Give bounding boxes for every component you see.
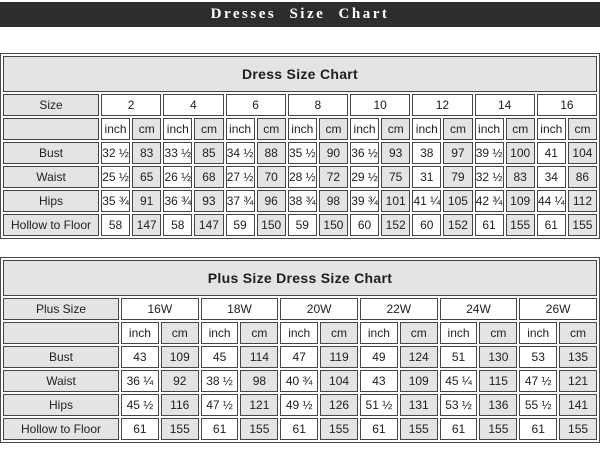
unit-inch: inch: [537, 118, 566, 140]
size-value: 8: [288, 94, 348, 116]
size-row-label: Plus Size: [3, 298, 119, 320]
measurement-value: 36 ¾: [163, 190, 192, 212]
measurement-value: 72: [319, 166, 348, 188]
size-value: 16: [537, 94, 597, 116]
measurement-value: 155: [161, 418, 199, 440]
measurement-value: 38 ½: [201, 370, 239, 392]
measurement-value: 155: [479, 418, 517, 440]
measurement-value: 61: [360, 418, 398, 440]
measurement-value: 93: [194, 190, 223, 212]
measurement-value: 60: [350, 214, 379, 236]
size-value: 10: [350, 94, 410, 116]
measurement-value: 32 ½: [475, 166, 504, 188]
measurement-value: 141: [559, 394, 597, 416]
unit-cm: cm: [132, 118, 161, 140]
measurement-value: 101: [381, 190, 410, 212]
unit-cm: cm: [568, 118, 597, 140]
size-value: 12: [412, 94, 472, 116]
measurement-value: 65: [132, 166, 161, 188]
measurement-value: 88: [257, 142, 286, 164]
unit-inch: inch: [101, 118, 130, 140]
measurement-value: 36 ¼: [121, 370, 159, 392]
measurement-value: 45 ¼: [440, 370, 478, 392]
measurement-label: Hips: [3, 190, 99, 212]
measurement-value: 38: [412, 142, 441, 164]
measurement-value: 25 ½: [101, 166, 130, 188]
unit-inch: inch: [201, 322, 239, 344]
measurement-value: 155: [320, 418, 358, 440]
measurement-value: 98: [240, 370, 278, 392]
measurement-value: 55 ½: [519, 394, 557, 416]
measurement-value: 105: [443, 190, 472, 212]
measurement-value: 75: [381, 166, 410, 188]
measurement-value: 39 ½: [475, 142, 504, 164]
measurement-value: 41: [537, 142, 566, 164]
plus-size-dress-size-chart-table: [0, 257, 600, 443]
measurement-value: 49 ½: [280, 394, 318, 416]
measurement-value: 61: [475, 214, 504, 236]
measurement-value: 109: [506, 190, 535, 212]
measurement-label: Bust: [3, 346, 119, 368]
measurement-value: 155: [568, 214, 597, 236]
measurement-value: 104: [568, 142, 597, 164]
measurement-value: 47 ½: [519, 370, 557, 392]
measurement-value: 90: [319, 142, 348, 164]
measurement-value: 45: [201, 346, 239, 368]
measurement-value: 51: [440, 346, 478, 368]
unit-cm: cm: [479, 322, 517, 344]
unit-cm: cm: [161, 322, 199, 344]
measurement-value: 131: [400, 394, 438, 416]
measurement-label: Hips: [3, 394, 119, 416]
measurement-value: 109: [161, 346, 199, 368]
unit-cm: cm: [257, 118, 286, 140]
unit-inch: inch: [519, 322, 557, 344]
unit-cm: cm: [240, 322, 278, 344]
measurement-value: 51 ½: [360, 394, 398, 416]
unit-inch: inch: [350, 118, 379, 140]
measurement-value: 155: [559, 418, 597, 440]
measurement-value: 152: [381, 214, 410, 236]
measurement-value: 61: [440, 418, 478, 440]
measurement-value: 83: [132, 142, 161, 164]
unit-row-corner: [3, 322, 119, 344]
measurement-label: Hollow to Floor: [3, 214, 99, 236]
table-title: Dress Size Chart: [3, 56, 597, 92]
measurement-value: 119: [320, 346, 358, 368]
size-value: 14: [475, 94, 535, 116]
measurement-value: 150: [257, 214, 286, 236]
measurement-value: 33 ½: [163, 142, 192, 164]
measurement-value: 114: [240, 346, 278, 368]
size-value: 2: [101, 94, 161, 116]
unit-inch: inch: [288, 118, 317, 140]
measurement-value: 35 ¾: [101, 190, 130, 212]
measurement-value: 112: [568, 190, 597, 212]
measurement-value: 147: [194, 214, 223, 236]
unit-cm: cm: [443, 118, 472, 140]
size-value: 6: [226, 94, 286, 116]
page-title: Dresses Size Chart: [210, 6, 390, 22]
measurement-label: Waist: [3, 370, 119, 392]
measurement-value: 42 ¾: [475, 190, 504, 212]
measurement-value: 150: [319, 214, 348, 236]
measurement-value: 97: [443, 142, 472, 164]
size-row-label: Size: [3, 94, 99, 116]
measurement-value: 100: [506, 142, 535, 164]
unit-inch: inch: [412, 118, 441, 140]
unit-inch: inch: [360, 322, 398, 344]
measurement-value: 61: [519, 418, 557, 440]
measurement-value: 47: [280, 346, 318, 368]
measurement-value: 61: [121, 418, 159, 440]
measurement-label: Hollow to Floor: [3, 418, 119, 440]
measurement-value: 58: [163, 214, 192, 236]
measurement-value: 115: [479, 370, 517, 392]
unit-inch: inch: [440, 322, 478, 344]
measurement-value: 29 ½: [350, 166, 379, 188]
measurement-value: 136: [479, 394, 517, 416]
measurement-value: 130: [479, 346, 517, 368]
measurement-value: 37 ¾: [226, 190, 255, 212]
measurement-value: 38 ¾: [288, 190, 317, 212]
measurement-value: 93: [381, 142, 410, 164]
measurement-value: 86: [568, 166, 597, 188]
measurement-value: 53 ½: [440, 394, 478, 416]
measurement-value: 61: [280, 418, 318, 440]
measurement-value: 60: [412, 214, 441, 236]
measurement-value: 26 ½: [163, 166, 192, 188]
measurement-value: 49: [360, 346, 398, 368]
measurement-value: 43: [360, 370, 398, 392]
unit-inch: inch: [280, 322, 318, 344]
measurement-value: 124: [400, 346, 438, 368]
unit-cm: cm: [319, 118, 348, 140]
measurement-value: 126: [320, 394, 358, 416]
measurement-value: 147: [132, 214, 161, 236]
unit-inch: inch: [163, 118, 192, 140]
measurement-value: 58: [101, 214, 130, 236]
size-value: 24W: [440, 298, 518, 320]
measurement-value: 109: [400, 370, 438, 392]
measurement-value: 32 ½: [101, 142, 130, 164]
measurement-value: 91: [132, 190, 161, 212]
measurement-value: 98: [319, 190, 348, 212]
measurement-value: 47 ½: [201, 394, 239, 416]
size-value: 26W: [519, 298, 597, 320]
measurement-value: 96: [257, 190, 286, 212]
page-header-bar: [0, 2, 600, 27]
measurement-label: Waist: [3, 166, 99, 188]
measurement-value: 116: [161, 394, 199, 416]
measurement-value: 155: [400, 418, 438, 440]
table-title: Plus Size Dress Size Chart: [3, 260, 597, 296]
measurement-value: 61: [201, 418, 239, 440]
measurement-value: 104: [320, 370, 358, 392]
measurement-value: 79: [443, 166, 472, 188]
measurement-value: 135: [559, 346, 597, 368]
measurement-value: 40 ¾: [280, 370, 318, 392]
unit-cm: cm: [559, 322, 597, 344]
measurement-value: 36 ½: [350, 142, 379, 164]
unit-row-corner: [3, 118, 99, 140]
measurement-value: 39 ¾: [350, 190, 379, 212]
measurement-value: 34 ½: [226, 142, 255, 164]
measurement-value: 41 ¼: [412, 190, 441, 212]
measurement-value: 44 ¼: [537, 190, 566, 212]
unit-cm: cm: [320, 322, 358, 344]
measurement-value: 31: [412, 166, 441, 188]
size-value: 20W: [280, 298, 358, 320]
dress-size-chart-table: [0, 53, 600, 239]
unit-inch: inch: [226, 118, 255, 140]
measurement-value: 85: [194, 142, 223, 164]
size-value: 4: [163, 94, 223, 116]
measurement-value: 121: [240, 394, 278, 416]
measurement-value: 45 ½: [121, 394, 159, 416]
unit-inch: inch: [475, 118, 504, 140]
measurement-value: 35 ½: [288, 142, 317, 164]
measurement-value: 92: [161, 370, 199, 392]
size-value: 22W: [360, 298, 438, 320]
measurement-value: 59: [226, 214, 255, 236]
measurement-value: 34: [537, 166, 566, 188]
measurement-value: 28 ½: [288, 166, 317, 188]
measurement-value: 155: [506, 214, 535, 236]
measurement-value: 59: [288, 214, 317, 236]
size-value: 16W: [121, 298, 199, 320]
unit-cm: cm: [400, 322, 438, 344]
measurement-value: 83: [506, 166, 535, 188]
measurement-value: 68: [194, 166, 223, 188]
measurement-label: Bust: [3, 142, 99, 164]
size-value: 18W: [201, 298, 279, 320]
measurement-value: 152: [443, 214, 472, 236]
measurement-value: 27 ½: [226, 166, 255, 188]
measurement-value: 53: [519, 346, 557, 368]
unit-cm: cm: [194, 118, 223, 140]
measurement-value: 155: [240, 418, 278, 440]
unit-inch: inch: [121, 322, 159, 344]
unit-cm: cm: [381, 118, 410, 140]
unit-cm: cm: [506, 118, 535, 140]
measurement-value: 61: [537, 214, 566, 236]
measurement-value: 121: [559, 370, 597, 392]
measurement-value: 43: [121, 346, 159, 368]
measurement-value: 70: [257, 166, 286, 188]
